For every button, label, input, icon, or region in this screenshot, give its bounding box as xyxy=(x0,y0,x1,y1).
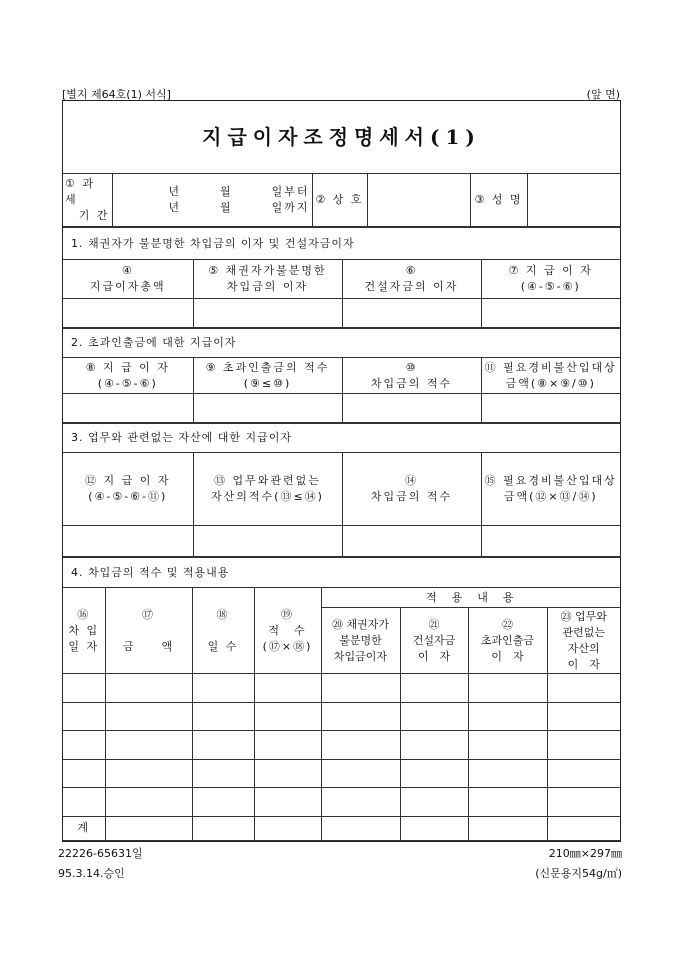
table-cell[interactable] xyxy=(105,759,192,788)
form-code: 22226-65631일 xyxy=(58,847,143,860)
table-cell[interactable] xyxy=(321,788,400,817)
table-cell[interactable] xyxy=(105,731,192,760)
table-cell[interactable] xyxy=(192,788,254,817)
table-cell[interactable] xyxy=(63,731,105,760)
form-title: 지급이자조정명세서(1) xyxy=(202,125,481,149)
table-cell[interactable] xyxy=(192,816,254,840)
col-amount: ⑰ 금 액 xyxy=(105,588,192,674)
table-cell[interactable] xyxy=(192,702,254,731)
s1-col-header: ⑤ 채권자가불분명한 차입금의 이자 xyxy=(193,260,342,299)
table-row xyxy=(63,674,620,703)
section4-title: 4. 차입금의 적수 및 적용내용 xyxy=(63,558,620,588)
table-cell[interactable] xyxy=(400,731,468,760)
table-cell[interactable] xyxy=(468,674,547,703)
s3-value-cell[interactable] xyxy=(63,526,193,557)
col-excess-withdrawal: ㉒ 초과인출금 이 자 xyxy=(468,608,547,674)
total-label: 계 xyxy=(63,816,105,840)
name-input[interactable] xyxy=(527,174,620,227)
table-cell[interactable] xyxy=(254,674,321,703)
table-cell[interactable] xyxy=(321,816,400,840)
paper-size: 210㎜×297㎜ xyxy=(548,847,622,860)
table-cell[interactable] xyxy=(547,702,620,731)
table-cell[interactable] xyxy=(192,731,254,760)
table-cell[interactable] xyxy=(468,731,547,760)
page-side: (앞 면) xyxy=(586,88,620,101)
table-cell[interactable] xyxy=(547,731,620,760)
table-row xyxy=(63,788,620,817)
table-row xyxy=(63,759,620,788)
s3-value-cell[interactable] xyxy=(342,526,481,557)
s2-value-cell[interactable] xyxy=(481,394,620,423)
table-cell[interactable] xyxy=(400,816,468,840)
section2-table xyxy=(63,328,620,423)
s2-value-cell[interactable] xyxy=(342,394,481,423)
form-number: [별지 제64호(1) 서식] xyxy=(62,88,171,101)
s1-col-header: ⑥ 건설자금의 이자 xyxy=(342,260,481,299)
col-construction: ㉑ 건설자금 이 자 xyxy=(400,608,468,674)
s3-col-header: ⑫ 지 급 이 자 (④-⑤-⑥-⑪) xyxy=(63,453,193,526)
s3-value-cell[interactable] xyxy=(481,526,620,557)
s1-value-cell[interactable] xyxy=(342,299,481,328)
s3-col-header: ⑮ 필요경비불산입대상 금액(⑫×⑬/⑭) xyxy=(481,453,620,526)
s1-value-cell[interactable] xyxy=(63,299,193,328)
table-cell[interactable] xyxy=(468,816,547,840)
section4-table xyxy=(63,557,620,841)
table-cell[interactable] xyxy=(321,702,400,731)
s1-value-cell[interactable] xyxy=(481,299,620,328)
interest-adjustment-form xyxy=(62,100,621,842)
table-cell[interactable] xyxy=(192,674,254,703)
table-cell[interactable] xyxy=(105,674,192,703)
col-unknown-creditor: ⑳ 채권자가 불분명한 차입금이자 xyxy=(321,608,400,674)
table-cell[interactable] xyxy=(321,674,400,703)
s3-title: 3. 업무와 관련없는 자산에 대한 지급이자 xyxy=(63,424,620,453)
table-cell[interactable] xyxy=(192,759,254,788)
table-cell[interactable] xyxy=(63,759,105,788)
table-cell[interactable] xyxy=(105,702,192,731)
table-cell[interactable] xyxy=(400,674,468,703)
col-borrow-date: ⑯ 차 입 일 자 xyxy=(63,588,105,674)
table-row xyxy=(63,702,620,731)
table-cell[interactable] xyxy=(105,788,192,817)
col-days: ⑱ 일 수 xyxy=(192,588,254,674)
s3-value-cell[interactable] xyxy=(193,526,342,557)
table-cell[interactable] xyxy=(254,759,321,788)
table-cell[interactable] xyxy=(547,674,620,703)
s1-col-header: ④ 지급이자총액 xyxy=(63,260,193,299)
table-cell[interactable] xyxy=(468,759,547,788)
period-input[interactable]: 년 월 일부터 년 월 일까지 xyxy=(112,174,312,227)
paper-type: (신문용지54g/㎡) xyxy=(535,867,622,880)
s1-col-header: ⑦ 지 급 이 자 (④-⑤-⑥) xyxy=(481,260,620,299)
info-table xyxy=(63,173,620,227)
table-cell[interactable] xyxy=(254,816,321,840)
company-input[interactable] xyxy=(367,174,470,227)
table-cell[interactable] xyxy=(400,702,468,731)
approval-date: 95.3.14.승인 xyxy=(58,867,125,880)
s3-col-header: ⑭ 차입금의 적수 xyxy=(342,453,481,526)
s2-value-cell[interactable] xyxy=(63,394,193,423)
table-cell[interactable] xyxy=(547,816,620,840)
total-row xyxy=(63,816,620,840)
s1-title: 1. 채권자가 불분명한 차입금의 이자 및 건설자금이자 xyxy=(63,228,620,260)
s2-col-header: ⑪ 필요경비불산입대상 금액(⑧×⑨/⑩) xyxy=(481,358,620,394)
table-cell[interactable] xyxy=(321,759,400,788)
name-label: ③ 성 명 xyxy=(470,174,527,227)
table-cell[interactable] xyxy=(105,816,192,840)
table-cell[interactable] xyxy=(547,759,620,788)
table-cell[interactable] xyxy=(63,788,105,817)
s3-col-header: ⑬ 업무와관련없는 자산의적수(⑬≤⑭) xyxy=(193,453,342,526)
s2-col-header: ⑧ 지 급 이 자 (④-⑤-⑥) xyxy=(63,358,193,394)
section1-table xyxy=(63,227,620,328)
apply-header: 적 용 내 용 xyxy=(321,588,620,608)
table-cell[interactable] xyxy=(321,731,400,760)
table-cell[interactable] xyxy=(547,788,620,817)
table-cell[interactable] xyxy=(400,788,468,817)
company-label: ② 상 호 xyxy=(312,174,367,227)
col-unrelated-assets: ㉓ 업무와 관련없는 자산의 이 자 xyxy=(547,608,620,674)
s1-value-cell[interactable] xyxy=(193,299,342,328)
s2-col-header: ⑩ 차입금의 적수 xyxy=(342,358,481,394)
s2-value-cell[interactable] xyxy=(193,394,342,423)
table-cell[interactable] xyxy=(63,674,105,703)
table-cell[interactable] xyxy=(468,788,547,817)
table-cell[interactable] xyxy=(63,702,105,731)
table-cell[interactable] xyxy=(254,788,321,817)
table-cell[interactable] xyxy=(468,702,547,731)
period-label: ① 과 세 기 간 xyxy=(63,174,112,227)
table-row xyxy=(63,731,620,760)
s2-col-header: ⑨ 초과인출금의 적수 (⑨≤⑩) xyxy=(193,358,342,394)
table-cell[interactable] xyxy=(254,702,321,731)
s2-title: 2. 초과인출금에 대한 지급이자 xyxy=(63,329,620,358)
title-table xyxy=(63,101,620,173)
table-cell[interactable] xyxy=(254,731,321,760)
table-cell[interactable] xyxy=(400,759,468,788)
section3-table xyxy=(63,423,620,557)
col-product: ⑲ 적 수 (⑰×⑱) xyxy=(254,588,321,674)
